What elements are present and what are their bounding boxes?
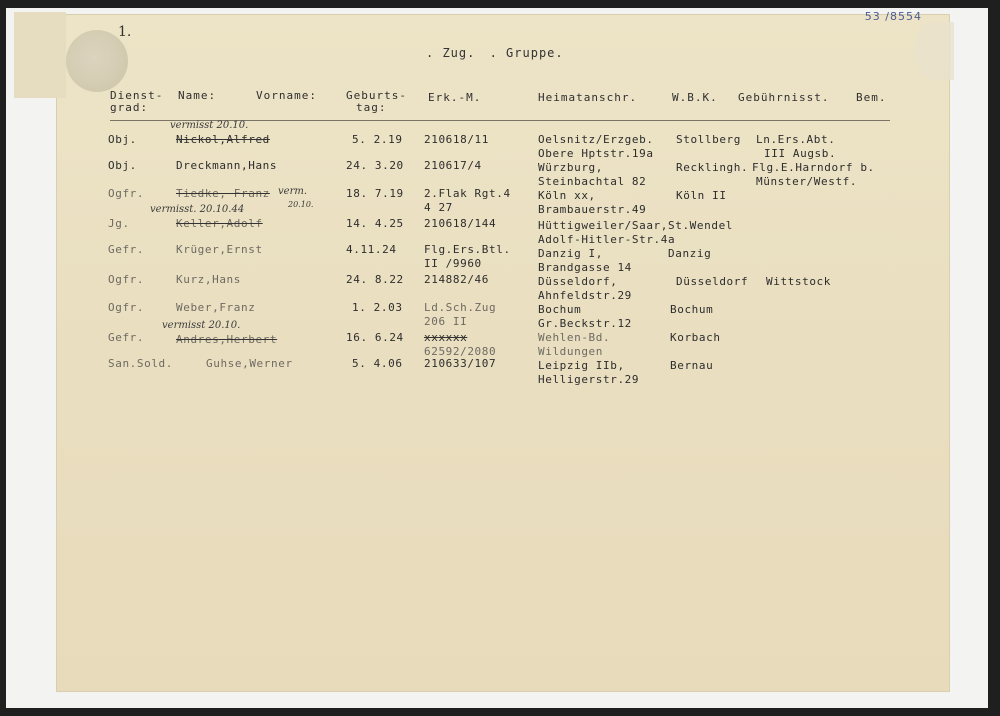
row-erk: 210618/144 [424,217,497,230]
row-birthdate: 1. 2.03 [352,301,403,314]
row-rank: Ogfr. [108,187,145,200]
row-wbk: Korbach [670,331,721,344]
header-geburtstag-line1: Geburts- [346,89,407,102]
row-erk: 2.Flak Rgt.4 [424,187,511,200]
row-name: Tiedke, Franz [176,187,270,200]
row-birthdate: 14. 4.25 [346,217,404,230]
header-bemerkungen: Bem. [856,91,887,104]
row-birthdate: 5. 4.06 [352,357,403,370]
row-gebuehr-line2: Münster/Westf. [756,175,858,188]
row-wbk: Stollberg [676,133,742,146]
row-address-line1: Köln xx, [538,189,596,202]
document-heading [420,46,564,60]
row-erk-line2: 4 27 [424,201,453,214]
row-wbk: Köln II [676,189,727,202]
handwritten-annotation-date: 20.10. [288,200,314,209]
row-address-line1: Hüttigweiler/Saar,St.Wendel [538,219,734,232]
page-number: 1. [118,24,132,40]
folded-corner [14,12,66,98]
row-gebuehr-line2: III Augsb. [764,147,837,160]
header-erkennungsmarke: Erk.-M. [428,91,482,104]
row-erk: xxxxxx [424,331,468,344]
row-address-line1: Oelsnitz/Erzgeb. [538,133,654,146]
handwritten-annotation: vermisst 20.10. [162,320,241,331]
gruppe-label: . Gruppe. [489,46,564,60]
header-dienstgrad [110,90,163,114]
row-birthdate: 4.11.24 [346,243,397,256]
row-birthdate: 5. 2.19 [352,133,403,146]
header-gebuehrnisstelle: Gebührnisst. [738,91,830,104]
row-rank: San.Sold. [108,357,174,370]
handwritten-annotation: vermisst. 20.10.44 [150,204,245,215]
row-address-line1: Würzburg, [538,161,604,174]
header-geburtstag-line2: tag: [356,101,387,114]
row-name: Dreckmann,Hans [176,159,278,172]
row-address-line2: Steinbachtal 82 [538,175,647,188]
row-name: Andres,Herbert [176,333,278,346]
header-heimatanschrift: Heimatanschr. [538,91,638,104]
row-address-line1: Danzig I, [538,247,604,260]
row-name: Nickol,Alfred [176,133,270,146]
header-geburtstag [346,90,407,114]
row-wbk: Bochum [670,303,714,316]
row-name: Keller,Adolf [176,217,263,230]
header-wbk: W.B.K. [672,91,718,104]
row-name: Kurz,Hans [176,273,242,286]
row-address-line2: Adolf-Hitler-Str.4a [538,233,676,246]
row-erk-line2: II /9960 [424,257,482,270]
handwritten-annotation: vermisst 20.10. [170,120,249,131]
row-name: Guhse,Werner [206,357,293,370]
row-gebuehr-line1: Flg.E.Harndorf b. [752,161,875,174]
row-rank: Gefr. [108,331,145,344]
row-address-line1: Düsseldorf, [538,275,618,288]
row-address-line2: Brandgasse 14 [538,261,632,274]
row-erk-line2: 62592/2080 [424,345,497,358]
row-address-line2: Wildungen [538,345,604,358]
row-rank: Jg. [108,217,130,230]
row-address-line1: Leipzig IIb, [538,359,625,372]
row-rank: Obj. [108,133,137,146]
archive-reference: 53 /8554 [864,10,922,23]
row-address-line2: Ahnfeldstr.29 [538,289,632,302]
row-rank: Gefr. [108,243,145,256]
row-erk: 210633/107 [424,357,497,370]
header-vorname: Vorname: [256,89,317,102]
row-gebuehr-line1: Ln.Ers.Abt. [756,133,836,146]
row-erk-line2: 206 II [424,315,468,328]
row-erk: Flg.Ers.Btl. [424,243,511,256]
row-address-line2: Brambauerstr.49 [538,203,647,216]
row-gebuehr-line1: Wittstock [766,275,832,288]
row-name: Krüger,Ernst [176,243,263,256]
row-rank: Ogfr. [108,301,145,314]
header-dienstgrad-line2: grad: [110,101,149,114]
row-rank: Obj. [108,159,137,172]
row-name: Weber,Franz [176,301,256,314]
row-address-line2: Helligerstr.29 [538,373,640,386]
row-erk: 210617/4 [424,159,482,172]
row-erk: 210618/11 [424,133,490,146]
row-erk: 214882/46 [424,273,490,286]
row-wbk: Düsseldorf [676,275,749,288]
row-address-line1: Bochum [538,303,582,316]
header-dienstgrad-line1: Dienst- [110,89,164,102]
row-birthdate: 24. 3.20 [346,159,404,172]
row-erk: Ld.Sch.Zug [424,301,497,314]
handwritten-annotation: verm. [278,186,308,197]
row-birthdate: 18. 7.19 [346,187,404,200]
row-address-line1: Wehlen-Bd. [538,331,611,344]
punch-hole-right [914,22,954,80]
row-address-line2: Obere Hptstr.19a [538,147,654,160]
row-wbk: Bernau [670,359,714,372]
row-birthdate: 24. 8.22 [346,273,404,286]
row-birthdate: 16. 6.24 [346,331,404,344]
header-name: Name: [178,89,217,102]
row-wbk: Danzig [668,247,712,260]
zug-label: . Zug. [426,46,476,60]
row-rank: Ogfr. [108,273,145,286]
document-sheet [56,14,950,692]
row-wbk: Recklingh. [676,161,749,174]
row-address-line2: Gr.Beckstr.12 [538,317,632,330]
